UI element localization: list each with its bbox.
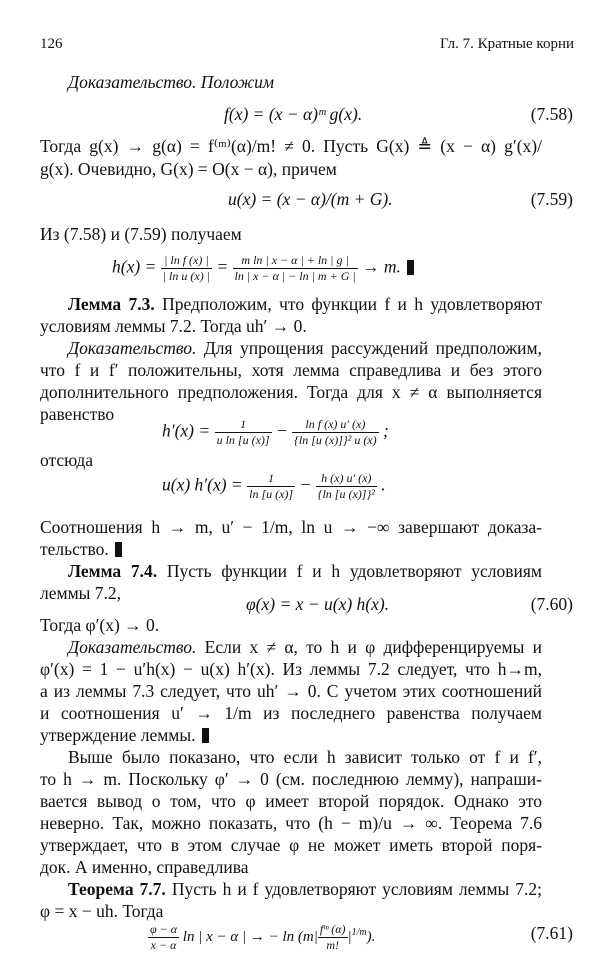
text-line: отсюда (40, 450, 94, 470)
eq-paren: ). (366, 929, 376, 945)
text-line: Из (7.58) и (7.59) получаем (40, 224, 242, 244)
fraction (215, 417, 272, 448)
fraction-denominator: ln | x − α | − ln | m + G | (234, 269, 356, 283)
eq-bar: | (347, 929, 352, 945)
fraction-denominator: {ln [u (x)]}² (317, 487, 375, 501)
eq-lhs: h′(x) = (162, 420, 211, 441)
proof-text: Для упрощения рассуждений предположим, (203, 338, 542, 358)
text-line: φ′(x) = 1 − u′h(x) − u(x) h′(x). Из леммы 7.2 следует, что h→m, (40, 659, 542, 679)
equation-h (112, 253, 414, 284)
equation-number: (7.60) (530, 594, 573, 614)
fraction-numerator: m ln | x − α | + ln | g | (233, 253, 358, 269)
fraction-denominator: ln [u (x)] (249, 487, 294, 501)
equation-number: (7.59) (530, 189, 573, 209)
text-line (40, 724, 209, 746)
fraction-numerator: 1 (247, 471, 295, 487)
equation-7-58: f(x) = (x − α)ᵐ g(x). (224, 104, 363, 124)
fraction-numerator: fᵐ (α) (319, 922, 346, 937)
eq-sign: = (216, 256, 229, 277)
text-line: g(x). Очевидно, G(x) = O(x − α), причем (40, 159, 337, 179)
proof-text: Если x ≠ α, то h и φ дифференцируемы и (204, 637, 542, 657)
fraction-numerator: φ − α (150, 922, 178, 937)
fraction-numerator: 1 (215, 417, 272, 433)
eq-tail: . (381, 474, 386, 495)
fraction (316, 471, 377, 502)
fraction-numerator: ln f (x) u′ (x) (292, 417, 379, 433)
equation-number: (7.58) (530, 104, 573, 124)
eq-lhs: u(x) h′(x) = (162, 474, 243, 495)
proof-label: Доказательство. (68, 637, 197, 657)
eq-mid: ln | x − α | → − ln (182, 929, 295, 945)
text-line: равенство (40, 404, 115, 424)
text-span: утверждение леммы. (40, 725, 196, 745)
fraction (292, 417, 379, 448)
fraction-denominator: u ln [u (x)] (216, 433, 270, 447)
text-line: неверно. Так, можно показать, что (h − m)/u → ∞. Теорема 7.6 (40, 813, 542, 833)
fraction-denominator: x − α (150, 938, 177, 953)
fraction (233, 253, 358, 284)
eq-tail: → m. (362, 256, 401, 277)
eq-sign: − (275, 420, 288, 441)
eq-sign: − (299, 474, 312, 495)
text-line: Доказательство. Положим (68, 72, 275, 92)
fraction (148, 922, 179, 953)
text-line: и соотношения u′ → 1/m из последнего равенства получаем (40, 703, 542, 723)
eq-lhs: h(x) = (112, 256, 157, 277)
equation-u-h-prime (162, 471, 386, 502)
text-line: φ = x − uh. Тогда (40, 901, 164, 921)
qed-mark (407, 260, 414, 275)
text-line: дополнительного предположения. Тогда для x ≠ α выполняется (40, 382, 542, 402)
text-line: что f и f′ положительны, хотя лемма справедлива и без этого (40, 360, 542, 380)
qed-mark (115, 542, 122, 557)
lemma-text: Пусть функции f и h удовлетворяют условиям (166, 561, 542, 581)
fraction-denominator: | ln u (x) | (162, 269, 210, 283)
eq-tail: ; (383, 420, 389, 441)
text-line (68, 337, 542, 359)
lemma-title: Лемма 7.3. (68, 294, 155, 314)
text-line (68, 636, 542, 658)
text-line: утверждает, что в этом случае φ не может иметь второй поря- (40, 835, 542, 855)
text-line: Тогда φ′(x) → 0. (40, 615, 160, 635)
page-number: 126 (40, 36, 63, 52)
text-line (68, 560, 542, 582)
text-line: Соотношения h → m, u′ − 1/m, ln u → −∞ завершают доказа- (40, 517, 542, 537)
text-line: условиям леммы 7.2. Тогда uh′ → 0. (40, 316, 307, 336)
lemma-title: Лемма 7.4. (68, 561, 158, 581)
fraction-numerator: | ln f (x) | (161, 253, 212, 269)
text-line (68, 293, 542, 315)
text-span: тельство. (40, 539, 109, 559)
eq-m: m (302, 929, 314, 945)
text-line: леммы 7.2, (40, 583, 122, 603)
theorem-text: Пусть h и f удовлетворяют условиям леммы 7.2; (171, 879, 543, 899)
lemma-text: Предположим, что функции f и h удовлетворяют (162, 294, 542, 314)
equation-7-61 (148, 922, 375, 953)
proof-label: Доказательство. (68, 338, 197, 358)
fraction (318, 922, 348, 953)
fraction-denominator: m! (326, 938, 340, 953)
fraction-numerator: h (x) u′ (x) (316, 471, 377, 487)
text-line: вается вывод о том, что φ имеет второй порядок. Однако это (40, 791, 542, 811)
text-line: Выше было показано, что если h зависит только от f и f′, (68, 747, 542, 767)
text-line (40, 538, 122, 560)
equation-7-60: φ(x) = x − u(x) h(x). (246, 594, 390, 614)
equation-7-59: u(x) = (x − α)/(m + G). (228, 189, 393, 209)
running-head: Гл. 7. Кратные корни (440, 36, 574, 52)
theorem-title: Теорема 7.7. (68, 879, 166, 899)
fraction (161, 253, 212, 284)
text-line: а из леммы 7.3 следует, что uh′ → 0. С учетом этих соотношений (40, 681, 542, 701)
equation-number: (7.61) (530, 923, 573, 943)
text-line: Тогда g(x) → g(α) = f⁽ᵐ⁾(α)/m! ≠ 0. Пусть G(x) ≜ (x − α) g′(x)/ (40, 136, 542, 156)
qed-mark (202, 728, 209, 743)
text-line: док. А именно, справедлива (40, 857, 249, 877)
equation-h-prime (162, 417, 389, 448)
eq-bar: | (313, 929, 318, 945)
text-line (68, 878, 542, 900)
fraction (247, 471, 295, 502)
fraction-denominator: {ln [u (x)]}² u (x) (294, 433, 377, 447)
eq-paren: ( (297, 929, 303, 945)
text-line: то h → m. Поскольку φ′ → 0 (см. последнюю лемму), напраши- (40, 769, 542, 789)
eq-power: 1/m (351, 927, 367, 938)
